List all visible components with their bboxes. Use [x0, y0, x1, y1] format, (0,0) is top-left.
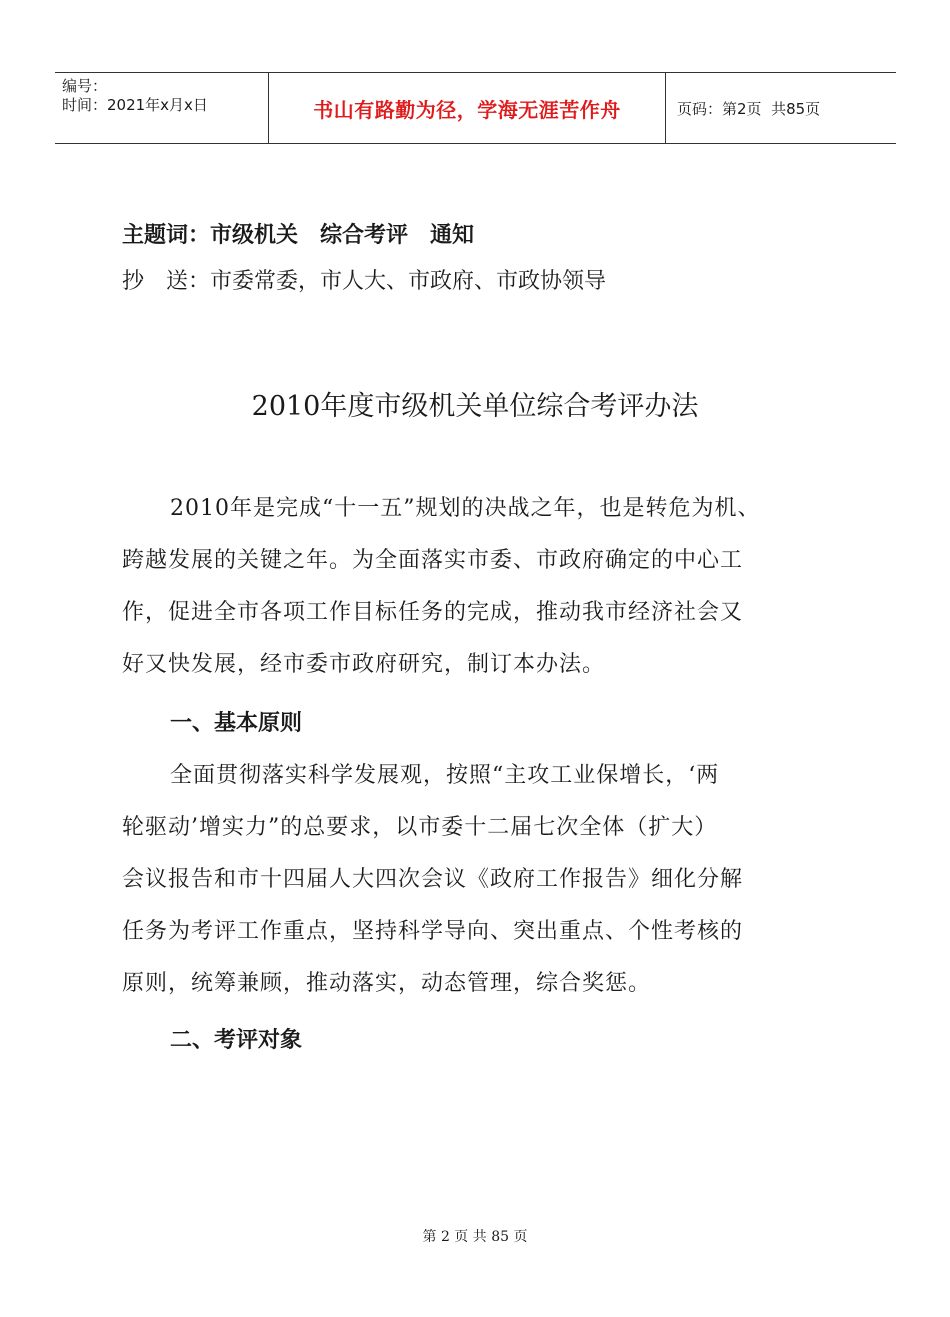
- section1-line: 会议报告和市十四届人大四次会议《政府工作报告》细化分解: [122, 867, 744, 892]
- intro-line: 跨越发展的关键之年。为全面落实市委、市政府确定的中心工: [122, 548, 744, 573]
- section-heading-1: 一、基本原则: [170, 711, 303, 736]
- header-page-info: [666, 73, 896, 143]
- section1-line: 任务为考评工作重点，坚持科学导向、突出重点、个性考核的: [122, 919, 744, 944]
- header-page-label: 页码：第2页 共85页: [677, 99, 821, 118]
- section1-line: 原则，统筹兼顾，推动落实，动态管理，综合奖惩。: [122, 971, 652, 996]
- header-date-label: 时间：2021年x月x日: [62, 96, 208, 114]
- header-motto: 书山有路勤为径，学海无涯苦作舟: [268, 73, 666, 143]
- section-heading-2: 二、考评对象: [170, 1028, 303, 1053]
- cc-line: 抄 送：市委常委，市人大、市政府、市政协领导: [122, 269, 607, 294]
- intro-line: 作，促进全市各项工作目标任务的完成，推动我市经济社会又: [122, 600, 744, 625]
- document-title: 2010年度市级机关单位综合考评办法: [251, 391, 699, 422]
- page-footer: 第 2 页 共 85 页: [422, 1229, 528, 1245]
- keywords-line: 主题词：市级机关 综合考评 通知: [122, 223, 475, 248]
- intro-line: 2010年是完成“十一五”规划的决战之年，也是转危为机、: [170, 496, 761, 521]
- intro-line: 好又快发展，经市委市政府研究，制订本办法。: [122, 652, 606, 677]
- section1-line: 轮驱动’增实力”的总要求，以市委十二届七次全体（扩大）: [122, 815, 718, 840]
- document-header: [55, 72, 896, 144]
- header-info: [55, 73, 268, 143]
- section1-paragraph: [122, 750, 838, 1010]
- header-number-label: 编号：: [62, 77, 108, 95]
- section1-line: 全面贯彻落实科学发展观，按照“主攻工业保增长，‘两: [170, 763, 720, 788]
- intro-paragraph: [122, 483, 838, 691]
